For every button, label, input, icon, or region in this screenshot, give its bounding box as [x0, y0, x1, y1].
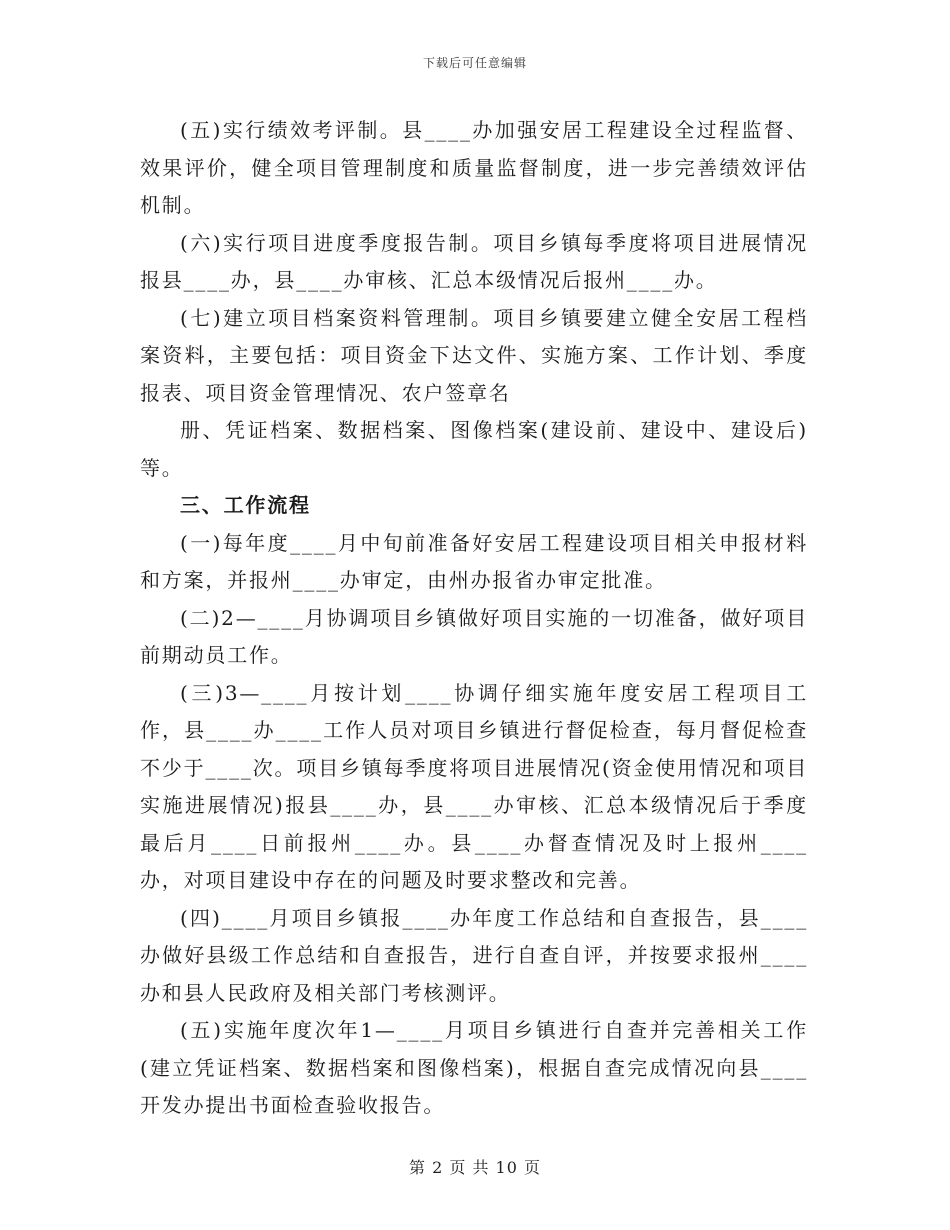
paragraph-workflow-step-2: (二)2—____月协调项目乡镇做好项目实施的一切准备，做好项目前期动员工作。 [140, 605, 808, 667]
paragraph-archive-management: (七)建立项目档案资料管理制。项目乡镇要建立健全安居工程档案资料，主要包括：项目资金下达文件、实施方案、工作计划、季度报表、项目资金管理情况、农户签章名 [140, 305, 808, 405]
paragraph-workflow-step-3: (三)3—____月按计划____协调仔细实施年度安居工程项目工作，县____办____工作人员对项目乡镇进行督促检查，每月督促检查不少于____次。项目乡镇每季度将项目进展情况(资金使用情况和项目实施进展情况)报县____办，县____办审核、汇总本级情况后于季度最后月____日前报州____办。县____办督查情况及时上报州____办，对项目建设中存在的问题及时要求整改和完善。 [140, 680, 808, 892]
page-header: 下载后可任意编辑 [422, 56, 527, 70]
paragraph-workflow-step-4: (四)____月项目乡镇报____办年度工作总结和自查报告，县____办做好县级工作总结和自查报告，进行自查自评，并按要求报州____办和县人民政府及相关部门考核测评。 [140, 905, 808, 1005]
paragraph-workflow-step-5: (五)实施年度次年1—____月项目乡镇进行自查并完善相关工作(建立凭证档案、数据档案和图像档案)，根据自查完成情况向县____开发办提出书面检查验收报告。 [140, 1018, 808, 1117]
paragraph-performance-evaluation: (五)实行绩效考评制。县____办加强安居工程建设全过程监督、效果评价，健全项目管理制度和质量监督制度，进一步完善绩效评估机制。 [140, 118, 808, 217]
document-body [140, 112, 808, 1125]
page-number: 第 2 页 共 10 页 [409, 1158, 541, 1177]
section-heading-workflow: 三、工作流程 [180, 493, 311, 517]
paragraph-workflow-step-1: (一)每年度____月中旬前准备好安居工程建设项目相关申报材料和方案，并报州____办审定，由州办报省办审定批准。 [140, 530, 808, 592]
paragraph-quarterly-report: (六)实行项目进度季度报告制。项目乡镇每季度将项目进展情况报县____办，县____办审核、汇总本级情况后报州____办。 [140, 230, 808, 292]
paragraph-archive-list-continued: 册、凭证档案、数据档案、图像档案(建设前、建设中、建设后)等。 [140, 418, 808, 480]
